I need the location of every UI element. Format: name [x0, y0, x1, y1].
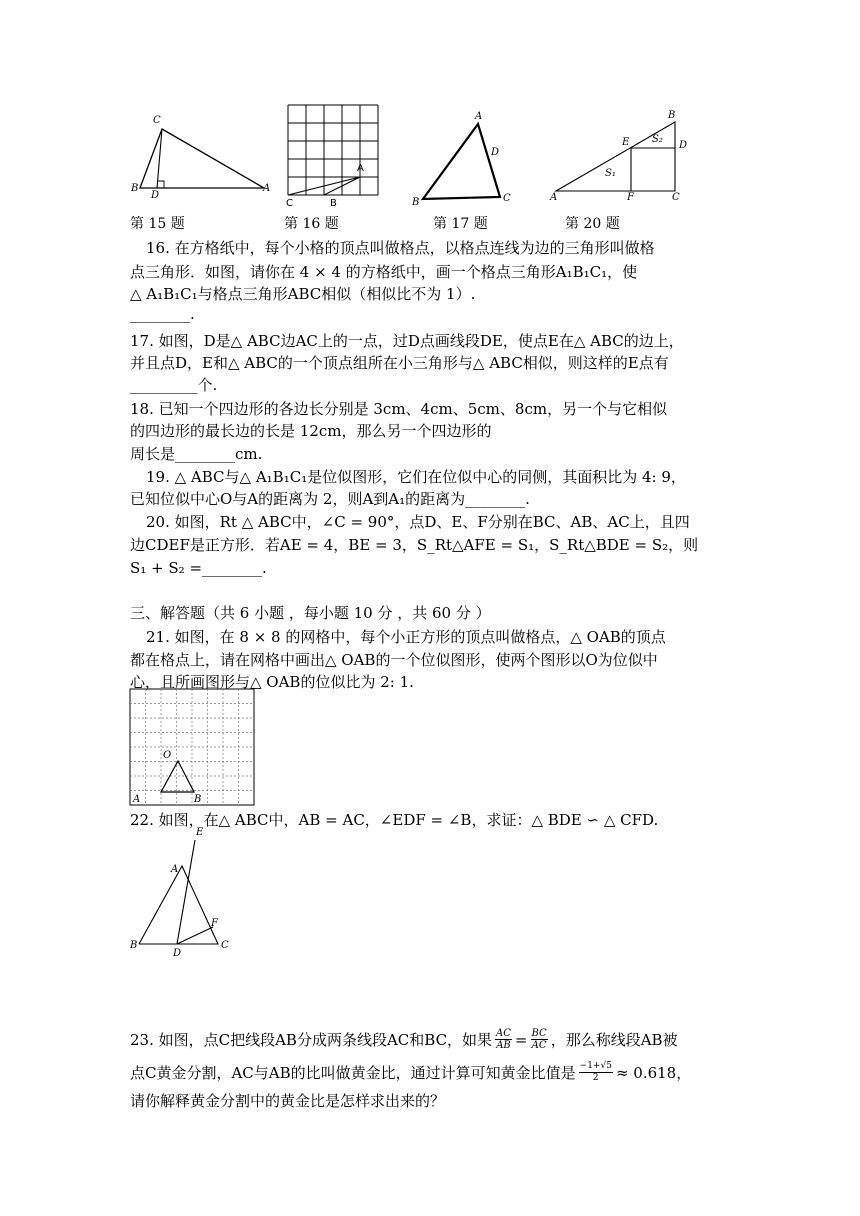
q21-line-1: 21. 如图，在 8 × 8 的网格中，每个小正方形的顶点叫做格点，△ OAB的顶点	[146, 628, 666, 646]
fig16-label-A: A	[357, 163, 364, 174]
q23-text-2a: 点C黄金分割，AC与AB的比叫做黄金比，通过计算可知黄金比值是	[130, 1063, 576, 1082]
fig20-label-D: D	[679, 140, 688, 151]
fig21-label-O: O	[163, 750, 172, 761]
q23-fraction-bc-ac	[531, 1028, 548, 1051]
fig20-label-S2: S₂	[652, 134, 663, 145]
q23-line-2	[130, 1061, 691, 1084]
fig20-label-E: E	[622, 137, 630, 148]
q17-line-2: 并且点D，E和△ ABC的一个顶点组所在小三角形与△ ABC相似，则这样的E点有	[130, 354, 669, 372]
q22-line-1: 22. 如图，在△ ABC中，AB = AC，∠EDF = ∠B，求证：△ BDE ∽ △ CFD.	[130, 811, 659, 829]
fig22-label-B: B	[130, 940, 138, 951]
q20-line-3: S₁ + S₂ =________.	[130, 559, 267, 577]
q21-line-2: 都在格点上，请在网格中画出△ OAB的一个位似图形，使两个图形以O为位似中	[130, 651, 658, 669]
fig22-label-C: C	[221, 940, 229, 951]
q18-line-3: 周长是________cm.	[130, 445, 263, 463]
q16-line-1: 16. 在方格纸中，每个小格的顶点叫做格点，以格点连线为边的三角形叫做格	[146, 239, 655, 257]
q23-line-3: 请你解释黄金分割中的黄金比是怎样求出来的？	[130, 1092, 446, 1110]
q23-text-1a: 23. 如图，点C把线段AB分成两条线段AC和BC，如果	[130, 1030, 493, 1049]
q16-line-2: 点三角形．如图，请你在 4 × 4 的方格纸中，画一个格点三角形A₁B₁C₁，使	[130, 263, 638, 281]
caption-q20: 第 20 题	[565, 216, 620, 232]
q23-frac1-num: AC	[496, 1028, 511, 1039]
q18-line-2: 的四边形的最长边的长是 12cm，那么另一个四边形的	[130, 422, 492, 440]
fig22-label-E: E	[196, 827, 204, 838]
fig20-label-F: F	[627, 192, 634, 203]
fig21-label-B: B	[194, 794, 202, 805]
fig15-label-B: B	[131, 183, 139, 194]
fig20-label-S1: S₁	[605, 168, 616, 179]
fig21-label-A: A	[133, 794, 141, 805]
fig20-label-A: A	[550, 192, 558, 203]
q23-frac2-num: BC	[531, 1028, 547, 1039]
fig15-label-D: D	[151, 190, 160, 201]
section-3-title: 三、解答题（共 6 小题 ，每小题 10 分 ，共 60 分 ）	[130, 604, 491, 622]
q18-line-1: 18. 已知一个四边形的各边长分别是 3cm、4cm、5cm、8cm，另一个与它相似	[130, 400, 668, 418]
q19-line-1: 19. △ ABC与△ A₁B₁C₁是位似图形，它们在位似中心的同侧，其面积比为 4: 9，	[146, 468, 686, 486]
q20-line-1: 20. 如图，Rt △ ABC中，∠C = 90°，点D、E、F分别在BC、AB、AC上，且四	[146, 513, 690, 531]
caption-q17: 第 17 题	[433, 216, 488, 232]
q23-frac3-den: 2	[592, 1073, 599, 1083]
q21-line-3: 心，且所画图形与△ OAB的位似比为 2: 1.	[130, 673, 414, 691]
q23-frac1-den: AB	[496, 1040, 511, 1051]
q23-text-1b: ，那么称线段AB被	[550, 1030, 678, 1049]
fig16-label-B: B	[330, 198, 337, 209]
fig15-label-A: A	[263, 183, 271, 194]
q23-line-1	[130, 1028, 678, 1051]
q16-line-3: △ A₁B₁C₁与格点三角形ABC相似（相似比不为 1）.	[130, 285, 476, 303]
fig17-label-B: B	[412, 197, 420, 208]
q23-frac2-den: AC	[531, 1040, 547, 1051]
fig17-label-D: D	[491, 147, 500, 158]
q17-line-1: 17. 如图，D是△ ABC边AC上的一点，过D点画线段DE，使点E在△ ABC的边上，	[130, 332, 684, 350]
fig17-label-C: C	[503, 193, 511, 204]
fig22-label-D: D	[173, 948, 182, 959]
q23-fraction-golden	[579, 1061, 613, 1084]
caption-q15: 第 15 题	[130, 216, 185, 232]
fig20-label-C: C	[672, 192, 680, 203]
fig15-label-C: C	[153, 115, 161, 126]
q23-text-2b: ≈ 0.618，	[615, 1063, 692, 1082]
fig22-label-F: F	[211, 918, 218, 929]
q23-equals: =	[514, 1030, 528, 1049]
fig16-label-C: C	[286, 198, 293, 209]
q23-fraction-ac-ab	[495, 1028, 512, 1051]
fig20-label-B: B	[668, 110, 676, 121]
fig17-label-A: A	[475, 111, 483, 122]
q17-line-3: _________个.	[130, 376, 218, 394]
q23-frac3-num: −1+√5	[579, 1061, 612, 1071]
fig22-label-A: A	[171, 864, 179, 875]
q20-line-2: 边CDEF是正方形．若AE = 4，BE = 3，S_Rt△AFE = S₁，S_Rt△BDE = S₂，则	[130, 536, 699, 554]
caption-q16: 第 16 题	[284, 216, 339, 232]
q16-answer-blank: ________.	[130, 305, 195, 323]
q19-line-2: 已知位似中心O与A的距离为 2，则A到A₁的距离为________.	[130, 490, 530, 508]
